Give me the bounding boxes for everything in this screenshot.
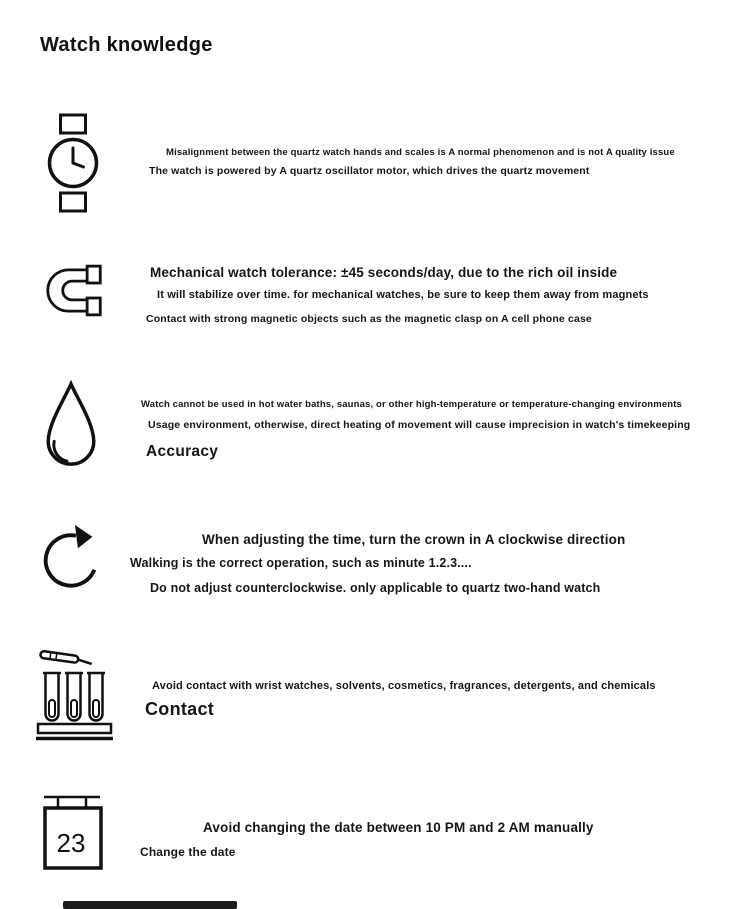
section-quartz-movement: [0, 110, 750, 240]
section-text-line: Usage environment, otherwise, direct heating of movement will cause imprecision in watch's timekeeping: [148, 419, 691, 431]
section-text-line: Change the date: [140, 845, 236, 859]
section-contact: [0, 645, 750, 755]
section-text-line: Misalignment between the quartz watch hands and scales is A normal phenomenon and is not A quality issue: [166, 147, 675, 158]
section-text-line: It will stabilize over time. for mechanical watches, be sure to keep them away from magnets: [157, 289, 649, 301]
section-accuracy: [0, 378, 750, 488]
section-text-line: Watch cannot be used in hot water baths, saunas, or other high-temperature or temperature-changing environments: [141, 399, 682, 410]
section-text-line: When adjusting the time, turn the crown in A clockwise direction: [202, 532, 626, 547]
section-text-line: Avoid changing the date between 10 PM and 2 AM manually: [203, 820, 594, 835]
section-text-line: Do not adjust counterclockwise. only applicable to quartz two-hand watch: [150, 581, 601, 595]
calendar-day-number: 23: [56, 828, 86, 858]
section-text-line: Contact with strong magnetic objects such as the magnetic clasp on A cell phone case: [146, 313, 592, 325]
cropped-dark-bar: [63, 901, 237, 909]
clockwise-arrow-icon: [42, 520, 106, 598]
magnet-icon: [44, 262, 104, 319]
watch-icon: [45, 113, 101, 213]
calendar-icon: [42, 790, 106, 872]
section-text-line: Accuracy: [146, 443, 219, 460]
section-time-adjustment: [0, 518, 750, 618]
section-text-line: The watch is powered by A quartz oscillator motor, which drives the quartz movement: [149, 165, 590, 177]
test-tubes-icon: [36, 648, 114, 746]
section-date-change: [0, 788, 750, 888]
section-text-line: Avoid contact with wrist watches, solvents, cosmetics, fragrances, detergents, and chemicals: [152, 680, 656, 692]
section-text-line: Mechanical watch tolerance: ±45 seconds/day, due to the rich oil inside: [150, 265, 618, 280]
water-drop-icon: [42, 380, 100, 477]
section-magnetism: [0, 255, 750, 345]
section-text-line: Walking is the correct operation, such as minute 1.2.3....: [130, 556, 472, 570]
section-text-line: Contact: [145, 699, 215, 719]
page-title: Watch knowledge: [40, 34, 213, 56]
